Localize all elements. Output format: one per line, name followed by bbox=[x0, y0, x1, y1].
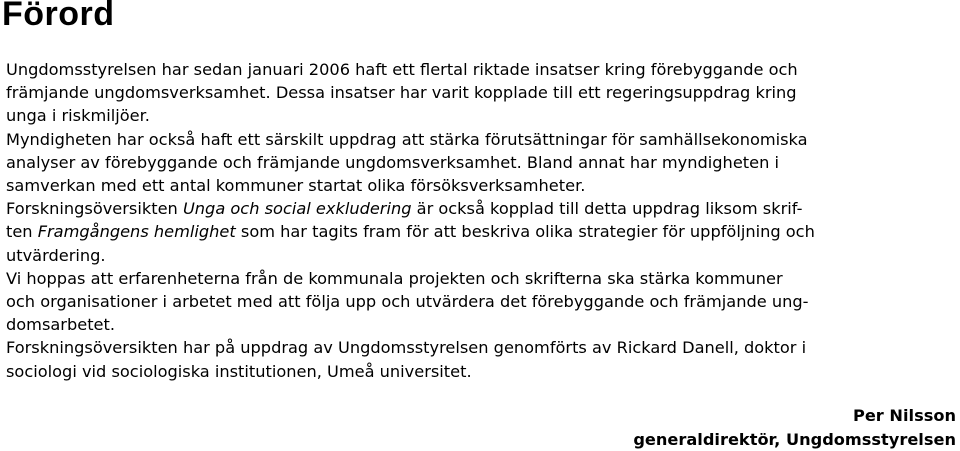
signature-name: Per Nilsson bbox=[633, 404, 956, 428]
text-line: utvärdering. bbox=[6, 244, 956, 267]
book-title-framgangens-hemlighet: Framgångens hemlighet bbox=[38, 222, 236, 241]
text-line: Myndigheten har också haft ett särskilt uppdrag att stärka förutsättningar för samhällsekonomiska bbox=[6, 128, 956, 151]
text-segment: Forskningsöversikten bbox=[6, 199, 183, 218]
text-segment: som har tagits fram för att beskriva olika strategier för uppföljning och bbox=[236, 222, 815, 241]
text-line: sociologi vid sociologiska institutionen, Umeå universitet. bbox=[6, 360, 956, 383]
text-line bbox=[6, 197, 956, 220]
text-line: analyser av förebyggande och främjande ungdomsverksamhet. Bland annat har myndigheten i bbox=[6, 151, 956, 174]
paragraph-1 bbox=[6, 58, 956, 128]
text-line: unga i riskmiljöer. bbox=[6, 104, 956, 127]
text-line bbox=[6, 220, 956, 243]
text-line: Vi hoppas att erfarenheterna från de kommunala projekten och skrifterna ska stärka kommuner bbox=[6, 267, 956, 290]
paragraph-3 bbox=[6, 197, 956, 267]
text-line: samverkan med ett antal kommuner startat olika försöksverksamheter. bbox=[6, 174, 956, 197]
text-line: Ungdomsstyrelsen har sedan januari 2006 haft ett flertal riktade insatser kring förebyggande och bbox=[6, 58, 956, 81]
foreword-body bbox=[6, 58, 956, 383]
page-title: Förord bbox=[2, 0, 115, 34]
paragraph-2 bbox=[6, 128, 956, 198]
text-line: Forskningsöversikten har på uppdrag av Ungdomsstyrelsen genomförts av Rickard Danell, doktor i bbox=[6, 336, 956, 359]
text-segment: är också kopplad till detta uppdrag liksom skrif- bbox=[412, 199, 803, 218]
text-segment: ten bbox=[6, 222, 38, 241]
book-title-unga-och-social-exkludering: Unga och social exkludering bbox=[183, 199, 412, 218]
paragraph-4 bbox=[6, 267, 956, 337]
text-line: och organisationer i arbetet med att följa upp och utvärdera det förebyggande och främjande ung- bbox=[6, 290, 956, 313]
paragraph-5 bbox=[6, 336, 956, 382]
text-line: domsarbetet. bbox=[6, 313, 956, 336]
signature-block bbox=[633, 404, 956, 451]
text-line: främjande ungdomsverksamhet. Dessa insatser har varit kopplade till ett regeringsuppdrag kring bbox=[6, 81, 956, 104]
signature-role: generaldirektör, Ungdomsstyrelsen bbox=[633, 428, 956, 451]
